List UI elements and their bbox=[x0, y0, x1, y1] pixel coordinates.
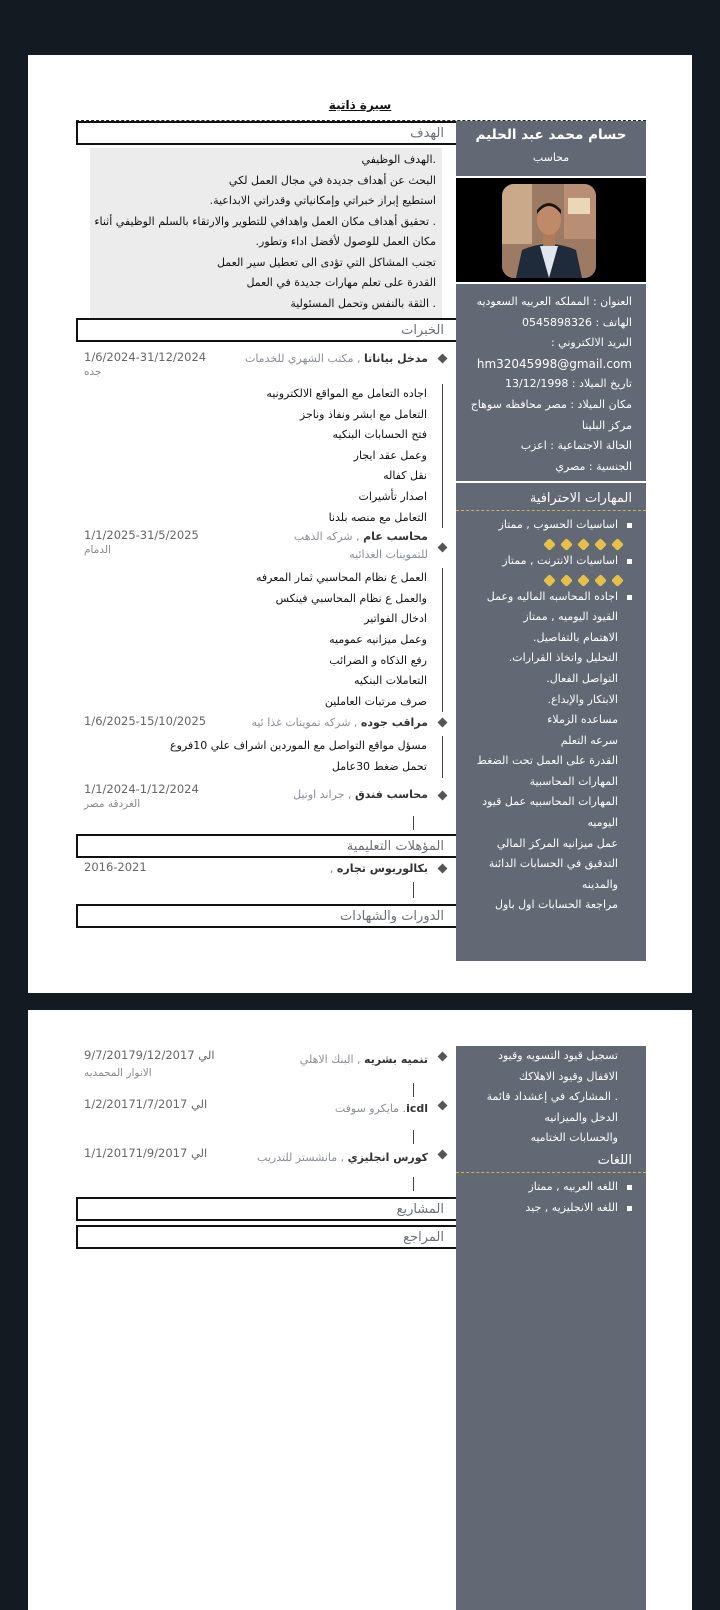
objective-box bbox=[90, 148, 442, 318]
skill-item: المهارات المحاسبيه عمل قيود bbox=[482, 795, 618, 809]
language-item: اللغه العربيه , ممتاز bbox=[462, 1177, 632, 1198]
duty-item: وعمل عقد ايجار bbox=[353, 448, 427, 462]
experience-date: 1/6/2024-31/12/2024 bbox=[84, 350, 207, 364]
section-courses: الدورات والشهادات bbox=[76, 904, 456, 928]
contact-info bbox=[456, 284, 646, 477]
rating-dot-icon bbox=[577, 574, 590, 587]
course-title: icdl bbox=[406, 1102, 428, 1115]
skill-item: تسجيل قيود التسويه وقيود bbox=[498, 1049, 618, 1062]
objective-line: البحث عن أهداف جديدة في مجال العمل لكي bbox=[228, 173, 436, 187]
skill-item: والمدينه bbox=[581, 877, 618, 891]
main-column-continued bbox=[76, 1046, 456, 1249]
duty-item: اجاده التعامل مع المواقع الالكترونيه bbox=[266, 387, 427, 400]
section-references: المراجع bbox=[76, 1225, 456, 1249]
experience-org: , مكتب الشهري للخدمات bbox=[244, 352, 364, 365]
skill-item: التواصل الفعال. bbox=[546, 671, 618, 685]
profile-job: محاسب bbox=[532, 151, 570, 164]
sidebar-continued bbox=[456, 1046, 646, 1610]
timeline-stub bbox=[76, 816, 414, 830]
experience-entry bbox=[76, 714, 456, 777]
section-education: المؤهلات التعليمية bbox=[76, 834, 456, 858]
sidebar bbox=[456, 121, 646, 961]
objective-line: مكان العمل للوصول لأفضل اداء وتطور. bbox=[255, 235, 436, 248]
experience-place: الدمام bbox=[84, 544, 111, 557]
diamond-bullet-icon bbox=[438, 1052, 448, 1062]
skill-item: التحليل واتخاذ القرارات. bbox=[508, 651, 618, 665]
diamond-bullet-icon bbox=[438, 863, 448, 873]
languages-list bbox=[456, 1173, 646, 1218]
timeline-stub bbox=[76, 1083, 414, 1097]
course-date: 1/1/2017الي 1/9/2017 bbox=[84, 1146, 208, 1160]
duty-item: التعامل مع منصه بلدنا bbox=[328, 510, 427, 524]
education-entry bbox=[76, 860, 456, 898]
rating-dot-icon bbox=[594, 538, 607, 551]
timeline-stub bbox=[76, 1177, 414, 1191]
skill-item: اساسيات الانترنت , ممتاز bbox=[462, 551, 632, 572]
skill-item: القيود اليوميه , ممتاز bbox=[523, 610, 618, 624]
duty-item: نقل كفاله bbox=[383, 469, 427, 483]
skill-item: المهارات المحاسبية bbox=[529, 774, 618, 788]
experience-place: الغردقه مصر bbox=[84, 797, 141, 810]
objective-line: القدرة على تعلم مهارات جديدة في العمل bbox=[246, 276, 436, 289]
experience-place: جده bbox=[84, 366, 102, 378]
contact-birthplace-2: مركز البلينا bbox=[581, 418, 632, 432]
skill-item: عمل ميزانيه المركز المالي bbox=[496, 836, 618, 850]
section-projects: المشاريع bbox=[76, 1197, 456, 1221]
skill-item: والحسابات الختاميه bbox=[530, 1131, 618, 1145]
rating-dot-icon bbox=[560, 574, 573, 587]
course-title: تنميه بشريه bbox=[364, 1053, 428, 1066]
duty-item: ادخال الفواتير bbox=[364, 612, 427, 626]
experience-role: مدخل بياناتا bbox=[363, 352, 428, 365]
duty-item: العمل ع نظام المحاسبي ثمار المعرفه bbox=[255, 571, 427, 585]
skill-item: الاقفال وقيود الاهلاكك bbox=[518, 1069, 618, 1083]
diamond-bullet-icon bbox=[438, 718, 448, 728]
language-item: اللغه الانجليزيه , جيد bbox=[462, 1198, 632, 1219]
skill-item: القدرة على العمل تحت الضغط bbox=[476, 754, 618, 768]
experience-role: محاسب فندق bbox=[354, 787, 428, 801]
skill-item: اساسيات الحسوب , ممتاز bbox=[462, 515, 632, 536]
document-title: سيرة ذاتية bbox=[328, 98, 392, 112]
rating-dot-icon bbox=[560, 538, 573, 551]
duty-item: صرف مرتبات العاملين bbox=[324, 694, 427, 708]
diamond-bullet-icon bbox=[438, 543, 448, 553]
experience-entry bbox=[76, 782, 456, 830]
experience-date: 1/6/2025-15/10/2025 bbox=[84, 714, 207, 729]
contact-email-label: البريد الالكتروني : bbox=[550, 336, 632, 350]
contact-birthdate: تاريخ الميلاد : 13/12/1998 bbox=[504, 377, 632, 391]
profile-name: حسام محمد عبد الحليم bbox=[475, 127, 627, 143]
experience-duties bbox=[76, 736, 443, 777]
objective-line: تجنب المشاكل التي تؤدى الى تعطيل سير العمل bbox=[216, 255, 436, 269]
education-org: , bbox=[329, 861, 337, 875]
education-title: بكالوريوس تجاره bbox=[336, 861, 428, 875]
duty-item: فتح الحسابات البنكيه bbox=[332, 428, 427, 442]
experience-org: , جراند اوتيل bbox=[293, 787, 355, 801]
duty-item: التعاملات البنكيه bbox=[353, 674, 427, 688]
skill-item: . المشاركه في إعشداد قائمة bbox=[486, 1090, 618, 1104]
section-experience: الخبرات bbox=[76, 318, 456, 342]
profile-header bbox=[456, 121, 646, 168]
profile-photo bbox=[502, 184, 596, 278]
experience-role: مراقب جوده bbox=[360, 716, 428, 730]
contact-birthplace: مكان الميلاد : مصر محافظه سوهاج bbox=[470, 397, 632, 411]
education-date: 2016-2021 bbox=[84, 859, 147, 874]
contact-email[interactable]: hm32045998@gmail.com bbox=[476, 356, 632, 371]
experience-date: 1/1/2024-1/12/2024 bbox=[84, 781, 199, 796]
contact-marital: الحالة الاجتماعية : اعزب bbox=[520, 439, 632, 453]
skill-rating bbox=[462, 536, 632, 551]
contact-phone: الهاتف : 0545898326 bbox=[522, 315, 632, 329]
resume-page-2 bbox=[28, 1010, 692, 1610]
skills-list bbox=[456, 511, 646, 916]
experience-org: , شركه الذهب للتموينات الغذائيه bbox=[293, 530, 428, 562]
contact-address: العنوان : المملكه العربيه السعوديه bbox=[476, 295, 632, 308]
skill-item: التدقيق في الحسابات الدائنة bbox=[488, 857, 618, 871]
skills-heading: المهارات الاحترافية bbox=[456, 483, 646, 511]
objective-line: استطيع إبراز خبراتي وإمكانياتي وقدراتي الابداعية. bbox=[209, 194, 436, 207]
skill-item: الدخل والميزانيه bbox=[544, 1110, 618, 1124]
course-title: كورس انجليزي bbox=[347, 1151, 428, 1164]
skill-rating bbox=[462, 572, 632, 587]
experience-duties bbox=[76, 568, 443, 712]
rating-dot-icon bbox=[543, 574, 556, 587]
diamond-bullet-icon bbox=[438, 790, 448, 800]
experience-role: محاسب عام bbox=[363, 530, 428, 544]
objective-line: .الهدف الوظيفي bbox=[361, 153, 436, 166]
course-org: , مانشستر للتدريب bbox=[257, 1151, 348, 1164]
contact-nationality: الجنسية : مصري bbox=[555, 459, 632, 473]
diamond-bullet-icon bbox=[438, 1150, 448, 1160]
diamond-bullet-icon bbox=[438, 1101, 448, 1111]
experience-entry bbox=[76, 350, 456, 528]
course-entry bbox=[76, 1097, 456, 1144]
experience-org: , شركه تموينات غذا ئيه bbox=[251, 716, 361, 730]
skill-item: اجاده المحاسبه الماليه وعمل bbox=[462, 587, 632, 608]
duty-item: التعامل مع ابشر ونفاذ وناجز bbox=[299, 407, 427, 421]
duty-item: والعمل ع نظام المحاسبي فينكس bbox=[275, 591, 427, 605]
duty-item: مسؤل مواقع التواصل مع الموردين اشراف علي 10فروع bbox=[170, 739, 427, 753]
rating-dot-icon bbox=[611, 574, 624, 587]
main-column bbox=[76, 121, 456, 928]
skill-item: الابتكار والإبداع. bbox=[547, 692, 618, 706]
course-org: , البنك الاهلي bbox=[299, 1053, 365, 1066]
rating-dot-icon bbox=[577, 538, 590, 551]
rating-dot-icon bbox=[594, 574, 607, 587]
timeline-stub bbox=[76, 1130, 414, 1144]
course-date: 9/7/2017الي 9/12/2017 bbox=[84, 1048, 215, 1062]
skill-item: الاهتمام بالتفاصيل. bbox=[533, 630, 618, 644]
skills-list-continued bbox=[456, 1046, 646, 1149]
skill-item: مراجعة الحسابات اول باول bbox=[494, 898, 618, 912]
experience-entry bbox=[76, 528, 456, 712]
experience-date: 1/1/2025-31/5/2025 bbox=[84, 528, 199, 543]
section-objective: الهدف bbox=[76, 121, 456, 145]
course-date: 1/2/2017الي 1/7/2017 bbox=[84, 1097, 208, 1111]
resume-page-1 bbox=[28, 55, 692, 993]
course-place: الانوار المحمديه bbox=[84, 1067, 152, 1079]
photo-band bbox=[456, 176, 646, 284]
course-org: . مايكرو سوفت bbox=[334, 1102, 407, 1115]
duty-item: اصدار تأشيرات bbox=[358, 489, 427, 503]
objective-line: . تحقيق أهداف مكان العمل واهدافي للتطوير والارتقاء بالسلم الوظيفي أثناء bbox=[94, 214, 436, 228]
rating-dot-icon bbox=[611, 538, 624, 551]
duty-item: رفع الذكاه و الضرائب bbox=[329, 653, 427, 667]
skill-item: مساعده الزملاء bbox=[547, 713, 618, 727]
experience-duties bbox=[76, 384, 443, 528]
rating-dot-icon bbox=[543, 538, 556, 551]
languages-heading: اللغات bbox=[456, 1149, 646, 1173]
course-entry bbox=[76, 1048, 456, 1097]
objective-line: . الثقة بالنفس وتحمل المسئولية bbox=[290, 296, 436, 310]
skill-item: اليوميه bbox=[587, 816, 618, 830]
timeline-stub bbox=[76, 882, 414, 898]
course-entry bbox=[76, 1146, 456, 1191]
duty-item: تحمل ضغط 30عامل bbox=[331, 759, 427, 773]
diamond-bullet-icon bbox=[438, 354, 448, 364]
duty-item: وعمل ميزانيه عموميه bbox=[329, 632, 427, 646]
skill-item: سرعه التعلم bbox=[560, 733, 618, 747]
